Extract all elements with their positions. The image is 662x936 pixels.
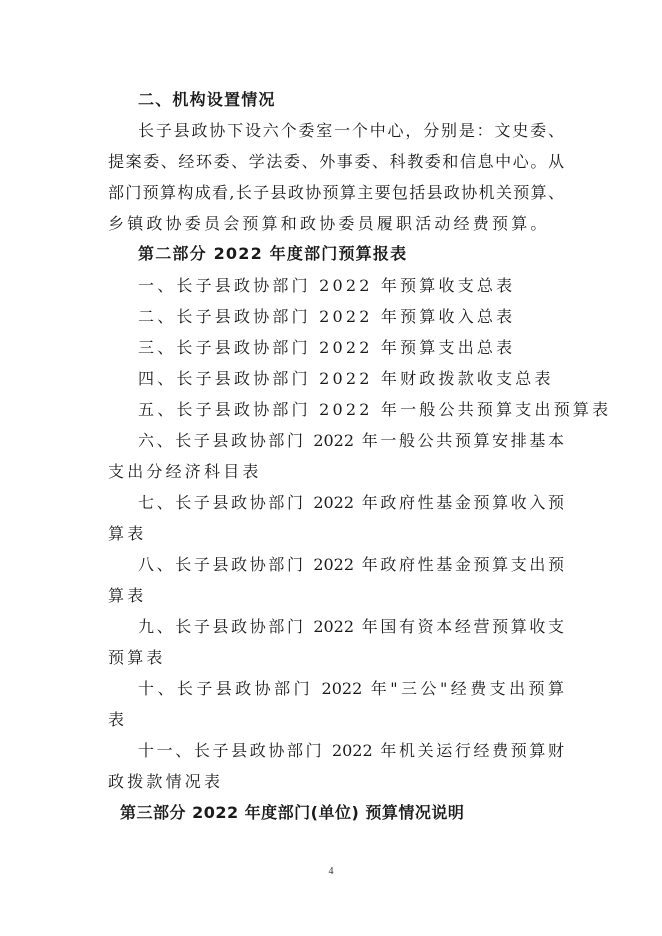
- report-list-item: 七、长子县政协部门 2022 年政府性基金预算收入预: [138, 493, 564, 512]
- report-list-item: 十、长子县政协部门 2022 年"三公"经费支出预算: [138, 679, 564, 698]
- report-list-item: 十一、长子县政协部门 2022 年机关运行经费预算财: [138, 741, 564, 760]
- report-list-item-continued: 政拨款情况表: [108, 772, 224, 791]
- report-list-item: 六、长子县政协部门 2022 年一般公共预算安排基本: [138, 431, 564, 450]
- report-list-item-continued: 算表: [108, 524, 147, 543]
- report-list-item-continued: 支出分经济科目表: [108, 462, 262, 481]
- page-number: 4: [328, 866, 334, 877]
- report-list-item: 九、长子县政协部门 2022 年国有资本经营预算收支: [138, 617, 564, 636]
- paragraph-line: 乡镇政协委员会预算和政协委员履职活动经费预算。: [108, 214, 550, 233]
- report-list-item-continued: 算表: [108, 586, 147, 605]
- paragraph-line: 长子县政协下设六个委室一个中心，分别是：文史委、: [138, 121, 564, 140]
- report-list-item: 五、长子县政协部门 2022 年一般公共预算支出预算表: [138, 400, 612, 419]
- part-2-heading: 第二部分 2022 年度部门预算报表: [138, 244, 408, 263]
- paragraph-line: 部门预算构成看,长子县政协预算主要包括县政协机关预算、: [108, 183, 564, 202]
- report-list-item: 八、长子县政协部门 2022 年政府性基金预算支出预: [138, 555, 564, 574]
- report-list-item: 三、长子县政协部门 2022 年预算支出总表: [138, 338, 516, 357]
- report-list-item: 四、长子县政协部门 2022 年财政拨款收支总表: [138, 369, 554, 388]
- report-list-item-continued: 表: [108, 710, 128, 729]
- report-list-item-continued: 预算表: [108, 648, 166, 667]
- part-3-heading: 第三部分 2022 年度部门(单位) 预算情况说明: [120, 803, 465, 822]
- section-heading-organization: 二、机构设置情况: [138, 90, 276, 109]
- paragraph-line: 提案委、经环委、学法委、外事委、科教委和信息中心。从: [108, 152, 564, 171]
- report-list-item: 二、长子县政协部门 2022 年预算收入总表: [138, 307, 516, 326]
- report-list-item: 一、长子县政协部门 2022 年预算收支总表: [138, 276, 516, 295]
